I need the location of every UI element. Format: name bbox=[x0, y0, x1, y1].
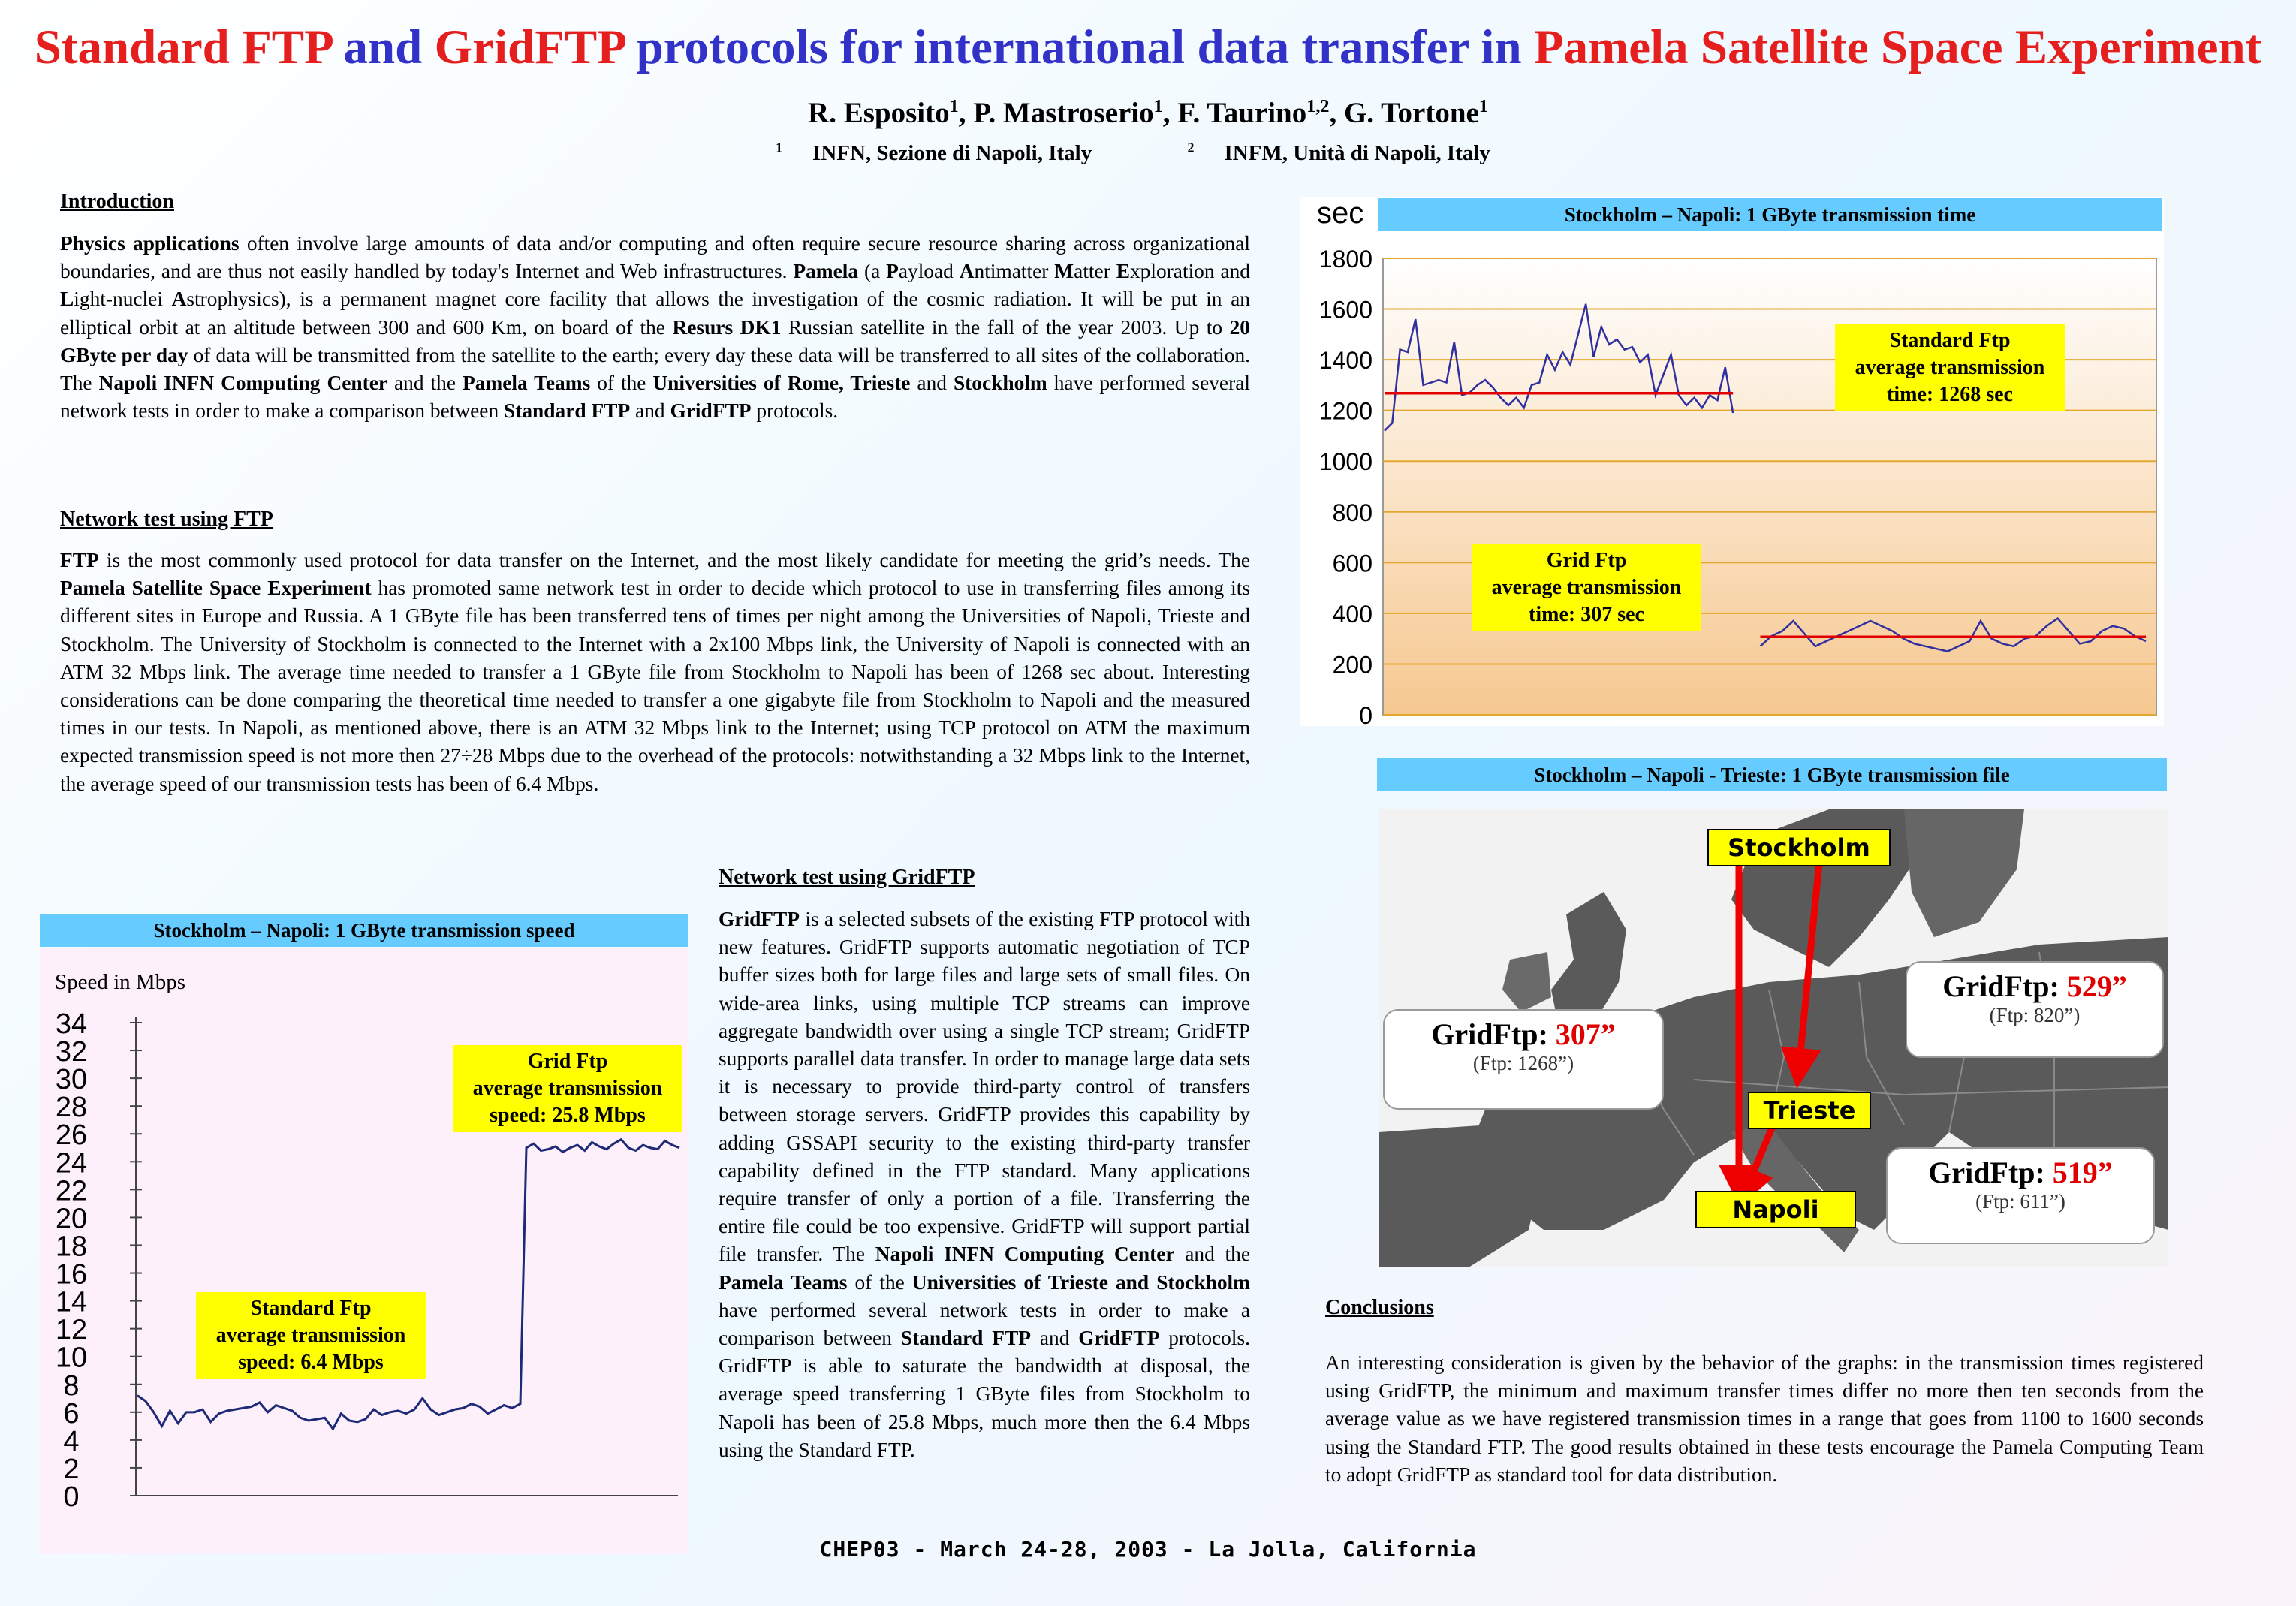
intro-heading: Introduction bbox=[60, 190, 174, 213]
speed-ytick-label: 12 bbox=[55, 1314, 88, 1346]
speed-ytick-label: 24 bbox=[55, 1147, 88, 1180]
speed-ytick-label: 8 bbox=[63, 1369, 80, 1402]
speed-ytick-label: 26 bbox=[55, 1119, 88, 1152]
speed-ytick-label: 16 bbox=[55, 1258, 88, 1291]
gridftp-heading: Network test using GridFTP bbox=[719, 866, 975, 889]
speed-ytick-label: 28 bbox=[55, 1092, 88, 1124]
title-part: and bbox=[343, 20, 423, 74]
affiliation: $^1$ INFN, Sezione di Napoli, Italy bbox=[776, 140, 1092, 165]
speed-plot-bg bbox=[40, 948, 688, 1554]
time-ytick-label: 800 bbox=[1332, 499, 1372, 526]
callout-trieste-napoli: GridFtp: 519” (Ftp: 611”) bbox=[1886, 1147, 2155, 1244]
conclusions-heading: Conclusions bbox=[1325, 1296, 1434, 1319]
time-ytick-label: 0 bbox=[1359, 702, 1372, 726]
time-chart-panel bbox=[1300, 197, 2164, 726]
time-chart-ylabel: sec bbox=[1317, 197, 1364, 230]
city-label-napoli: Napoli bbox=[1695, 1191, 1856, 1228]
author: G. Tortone$^1$ bbox=[1343, 96, 1488, 129]
author: F. Taurino$^{1,2}$ bbox=[1177, 96, 1330, 129]
time-ytick-label: 1800 bbox=[1318, 246, 1372, 273]
author-list: R. Esposito$^1$, P. Mastroserio$^1$, F. Taurino$^{1,2}$, G. Tortone$^1$ bbox=[808, 96, 1488, 129]
intro-paragraph: Physics applications often involve large amounts of data and/or computing and often require secure resource sharing across organizational boundaries, and are thus not easily handled by today's Internet and Web infrastructures. Pamela (a Payload Antimatter Matter Exploration and Light-nuclei Astrophysics), is a permanent magnet core facility that allows the investigation of the cosmic radiation. It will be put in an elliptical orbit at an altitude between 300 and 600 Km, on board of the Resurs DK1 Russian satellite in the fall of the year 2003. Up to 20 GByte per day of data will be transmitted from the satellite to the earth; every day these data will be transferred to all sites of the collaboration. The Napoli INFN Computing Center and the Pamela Teams of the Universities of Rome, Trieste and Stockholm have performed several network tests in order to make a comparison between Standard FTP and GridFTP protocols. bbox=[60, 232, 1250, 423]
title-part: Pamela Satellite Space Experiment bbox=[1533, 20, 2262, 74]
speed-ytick-label: 10 bbox=[55, 1342, 88, 1374]
speed-ytick-label: 2 bbox=[63, 1453, 80, 1485]
callout-stockholm-trieste: GridFtp: 529” (Ftp: 820”) bbox=[1906, 961, 2164, 1058]
ftp-heading: Network test using FTP bbox=[60, 508, 273, 531]
time-ytick-label: 1600 bbox=[1318, 296, 1372, 324]
author: R. Esposito$^1$ bbox=[808, 96, 959, 129]
title-part: in bbox=[1481, 20, 1522, 74]
title-part: protocols for international data transfer bbox=[636, 20, 1469, 74]
time-chart-title: Stockholm – Napoli: 1 GByte transmission time bbox=[1378, 198, 2162, 231]
title-part: Standard FTP bbox=[34, 20, 332, 74]
speed-ytick-label: 14 bbox=[55, 1286, 88, 1318]
gridftp-time-annotation: Grid Ftp average transmission time: 307 sec bbox=[1472, 544, 1701, 631]
ftp-speed-annotation: Standard Ftp average transmission speed: 6.4 Mbps bbox=[196, 1292, 426, 1379]
speed-ytick-label: 32 bbox=[55, 1036, 88, 1068]
speed-ytick-label: 4 bbox=[63, 1425, 80, 1457]
affiliation: $^2$ INFM, Unità di Napoli, Italy bbox=[1187, 140, 1490, 165]
time-ytick-label: 600 bbox=[1332, 550, 1372, 577]
author: P. Mastroserio$^1$ bbox=[973, 96, 1163, 129]
time-ytick-label: 1000 bbox=[1318, 448, 1372, 476]
europe-map bbox=[1379, 809, 2168, 1267]
speed-ytick-label: 0 bbox=[63, 1481, 80, 1513]
affiliations bbox=[0, 141, 2296, 166]
gridftp-speed-annotation: Grid Ftp average transmission speed: 25.8 Mbps bbox=[453, 1045, 682, 1132]
poster-title bbox=[0, 20, 2296, 76]
speed-ytick-label: 20 bbox=[55, 1203, 88, 1235]
city-label-trieste: Trieste bbox=[1748, 1092, 1871, 1129]
ftp-paragraph: FTP is the most commonly used protocol for data transfer on the Internet, and the most likely candidate for meeting the grid’s needs. The Pamela Satellite Space Experiment has promoted same network test in order to decide which protocol to use in transferring files among its different sites in Europe and Russia. A 1 GByte file has been transferred tens of times per night among the Universities of Napoli, Trieste and Stockholm. The University of Stockholm is connected to the Internet with a 2x100 Mbps link, the University of Napoli is connected with an ATM 32 Mbps link. The average time needed to transfer a 1 GByte file from Stockholm to Napoli has been of 1268 sec about. Interesting considerations can be done comparing the theoretical time needed to transfer a one gigabyte file from Stockholm to Napoli and the measured times in our tests. In Napoli, as mentioned above, there is an ATM 32 Mbps link to the Internet; using TCP protocol on ATM the maximum expected transmission speed is not more then 27÷28 Mbps due to the overhead of the protocols: notwithstanding a 32 Mbps link to the Internet, the average speed of our transmission tests has been of 6.4 Mbps. bbox=[60, 549, 1250, 795]
time-ytick-label: 400 bbox=[1332, 600, 1372, 628]
speed-ytick-label: 30 bbox=[55, 1064, 88, 1096]
gridftp-paragraph: GridFTP is a selected subsets of the existing FTP protocol with new features. GridFTP supports automatic negotiation of TCP buffer sizes both for large files and large sets of small files. On wide-area links, using multiple TCP streams can improve aggregate bandwidth over using a single TCP stream; GridFTP supports parallel data transfer. In order to manage large data sets it is necessary to provide third-party control of transfers between storage servers. GridFTP provides this capability by adding GSSAPI security to the existing third-party transfer capability defined in the FTP standard. Many applications require transfer of only a portion of a file. Transferring the entire file could be too expensive. GridFTP will support partial file transfer. The Napoli INFN Computing Center and the Pamela Teams of the Universities of Trieste and Stockholm have performed several network tests in order to make a comparison between Standard FTP and GridFTP protocols. GridFTP is able to saturate the bandwidth at disposal, the average speed transferring 1 GByte files from Stockholm to Napoli has been of 25.8 Mbps, much more then the 6.4 Mbps using the Standard FTP. bbox=[719, 908, 1250, 1461]
speed-ytick-label: 22 bbox=[55, 1175, 88, 1207]
map-title: Stockholm – Napoli - Trieste: 1 GByte transmission file bbox=[1377, 758, 2167, 791]
speed-chart-ylabel: Speed in Mbps bbox=[55, 970, 185, 994]
callout-stockholm-napoli: GridFtp: 307” (Ftp: 1268”) bbox=[1383, 1009, 1664, 1110]
speed-ytick-label: 34 bbox=[55, 1008, 88, 1040]
time-chart bbox=[1300, 197, 2164, 726]
city-label-stockholm: Stockholm bbox=[1707, 829, 1891, 866]
speed-chart-title: Stockholm – Napoli: 1 GByte transmission speed bbox=[40, 914, 688, 947]
conclusions-paragraph: An interesting consideration is given by the behavior of the graphs: in the transmission times registered using GridFTP, the minimum and maximum transfer times differ no more then ten seconds from the average value as we have registered transmission times in a range that goes from 1100 to 1600 seconds using the Standard FTP. The good results obtained in these tests encourage the Pamela Computing Team to adopt GridFTP as standard tool for data distribution. bbox=[1325, 1351, 2204, 1486]
time-ytick-label: 1200 bbox=[1318, 397, 1372, 425]
speed-chart-panel bbox=[40, 948, 688, 1554]
speed-chart bbox=[40, 948, 688, 1554]
time-ytick-label: 200 bbox=[1332, 651, 1372, 679]
title-part: GridFTP bbox=[434, 20, 625, 74]
speed-ytick-label: 18 bbox=[55, 1231, 88, 1263]
time-ytick-label: 1400 bbox=[1318, 347, 1372, 375]
conference-footer: CHEP03 - March 24-28, 2003 - La Jolla, California bbox=[819, 1537, 1477, 1562]
ftp-time-annotation: Standard Ftp average transmission time: 1268 sec bbox=[1835, 324, 2065, 411]
speed-ytick-label: 6 bbox=[63, 1397, 80, 1430]
